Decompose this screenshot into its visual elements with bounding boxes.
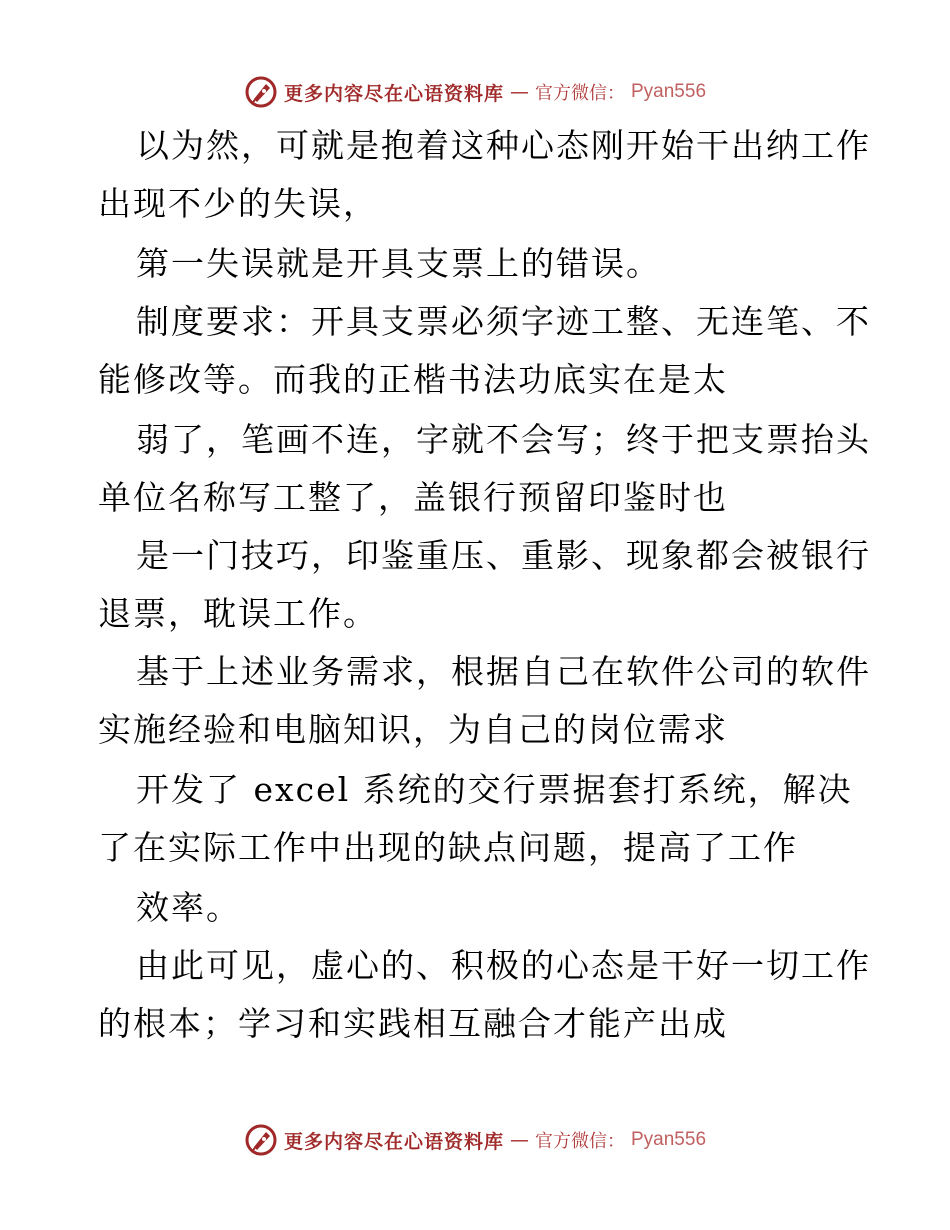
footer-banner (0, 1120, 950, 1160)
text-line: 弱了，笔画不连，字就不会写；终于把支票抬头 (136, 420, 871, 459)
text-line: 能修改等。而我的正楷书法功底实在是太 (98, 360, 728, 399)
banner-main-text: 更多内容尽在心语资料库 (283, 1130, 504, 1153)
banner-wechat-id: Pyan556 (631, 1129, 707, 1150)
text-line: 是一门技巧，印鉴重压、重影、现象都会被银行 (136, 536, 871, 575)
text-line: 由此可见，虚心的、积极的心态是干好一切工作 (136, 946, 871, 985)
banner-separator: — (510, 1129, 529, 1151)
text-line: 退票，耽误工作。 (98, 594, 378, 633)
text-line: 第一失误就是开具支票上的错误。 (136, 244, 661, 283)
text-line: 实施经验和电脑知识，为自己的岗位需求 (98, 710, 728, 749)
text-line: 以为然，可就是抱着这种心态刚开始干出纳工作 (136, 126, 871, 165)
banner-wechat-label: 官方微信： (535, 1131, 625, 1152)
banner-wechat-id: Pyan556 (631, 81, 707, 102)
text-line: 了在实际工作中出现的缺点问题，提高了工作 (98, 828, 798, 867)
banner-main-text: 更多内容尽在心语资料库 (283, 82, 504, 105)
text-line: 基于上述业务需求，根据自己在软件公司的软件 (136, 652, 871, 691)
pen-nib-logo-icon (244, 1123, 278, 1157)
pen-nib-logo-icon (244, 75, 278, 109)
banner-separator: — (510, 81, 529, 103)
text-line: 效率。 (136, 888, 241, 927)
banner-wechat-label: 官方微信： (535, 83, 625, 104)
text-line: 单位名称写工整了，盖银行预留印鉴时也 (98, 478, 728, 517)
text-line: 出现不少的失误， (98, 184, 378, 223)
text-line: 的根本；学习和实践相互融合才能产出成 (98, 1004, 728, 1043)
header-banner (0, 72, 950, 112)
text-line: 开发了 excel 系统的交行票据套打系统，解决 (136, 770, 853, 809)
text-line: 制度要求：开具支票必须字迹工整、无连笔、不 (136, 302, 871, 341)
